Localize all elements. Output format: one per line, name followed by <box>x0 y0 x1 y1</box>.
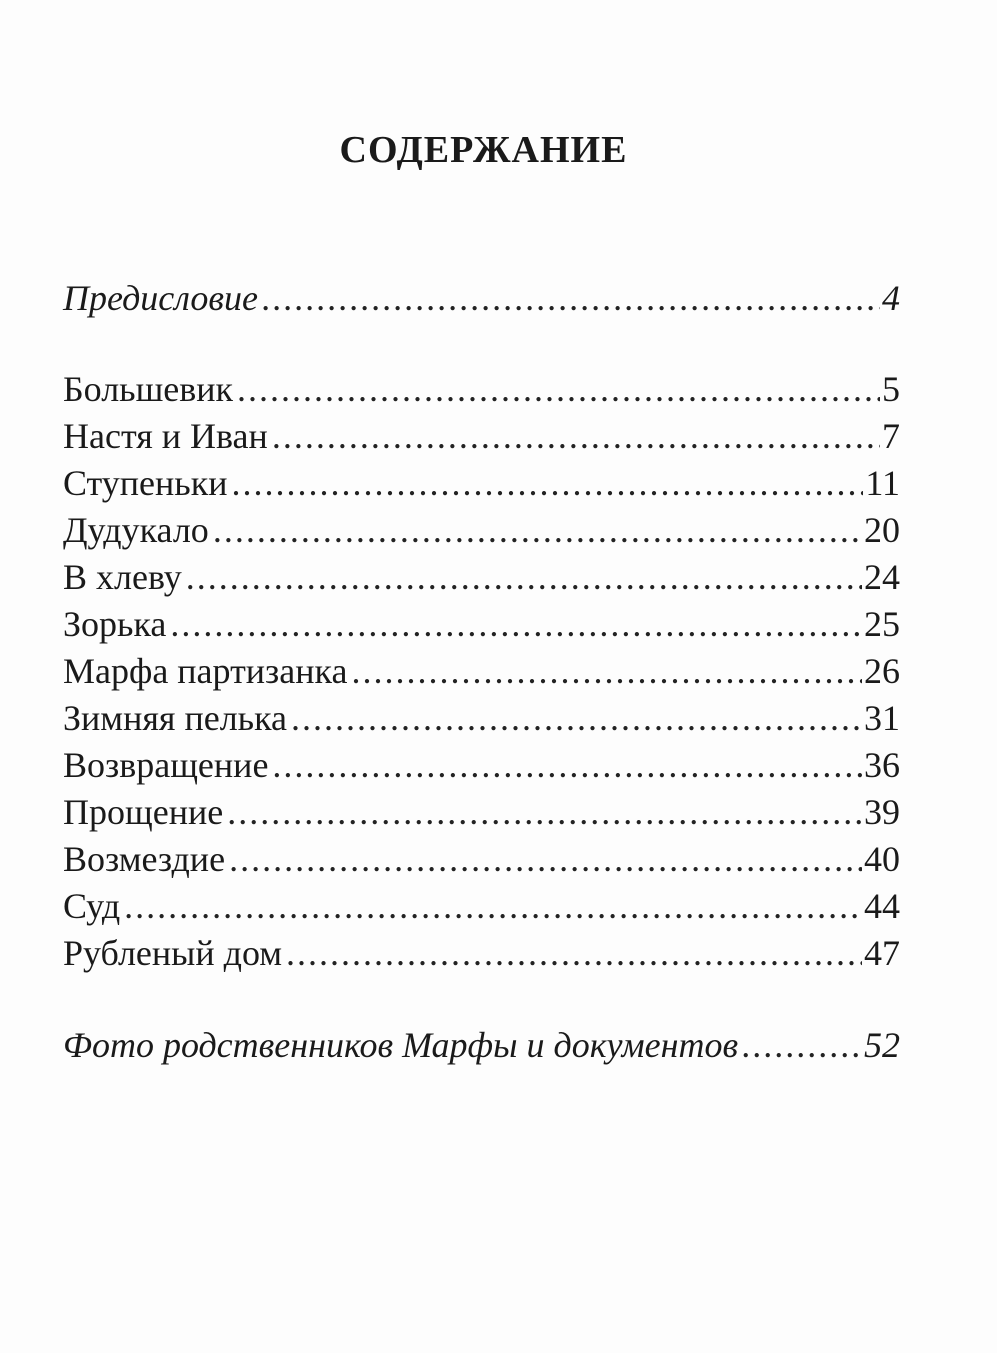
toc-entry-page: 11 <box>865 463 900 503</box>
toc-entry-page: 52 <box>864 1025 900 1065</box>
toc-entry <box>63 367 900 411</box>
dot-leader <box>170 602 862 646</box>
toc-entry-label: Большевик <box>63 369 234 409</box>
toc-entry-label: Возвращение <box>63 745 269 785</box>
toc-entry <box>63 696 900 740</box>
toc-entry <box>63 414 900 458</box>
dot-leader <box>237 367 880 411</box>
toc-entry-page: 24 <box>864 557 900 597</box>
toc-entry-page: 36 <box>864 745 900 785</box>
toc-entry-label: Суд <box>63 886 121 926</box>
toc-entry-label: Зорька <box>63 604 167 644</box>
toc-entry-appendix <box>63 1023 900 1067</box>
toc-entry-label: Ступеньки <box>63 463 228 503</box>
dot-leader <box>351 649 862 693</box>
toc-entry-label: Фото родственников Марфы и документов <box>63 1025 739 1065</box>
toc-entry-label: Возмездие <box>63 839 226 879</box>
dot-leader <box>262 276 880 320</box>
toc-entry-label: В хлеву <box>63 557 182 597</box>
toc-entry-label: Прощение <box>63 792 224 832</box>
toc-entry-page: 31 <box>864 698 900 738</box>
dot-leader <box>286 931 862 975</box>
toc-entry-label: Марфа партизанка <box>63 651 348 691</box>
toc-entry-label: Предисловие <box>63 278 259 318</box>
page-title: СОДЕРЖАНИЕ <box>339 129 628 171</box>
dot-leader <box>124 884 862 928</box>
dot-leader <box>227 790 862 834</box>
toc-entry <box>63 602 900 646</box>
toc-entry-preface <box>63 276 900 320</box>
toc-entry-page: 5 <box>882 369 900 409</box>
toc-entry <box>63 508 900 552</box>
toc-entry-page: 40 <box>864 839 900 879</box>
toc-entry-page: 25 <box>864 604 900 644</box>
toc-entry <box>63 837 900 881</box>
toc-entry <box>63 649 900 693</box>
toc-entry-page: 47 <box>864 933 900 973</box>
dot-leader <box>742 1023 862 1067</box>
toc-entry-label: Настя и Иван <box>63 416 268 456</box>
dot-leader <box>229 837 862 881</box>
toc-entry <box>63 931 900 975</box>
toc-entry <box>63 884 900 928</box>
toc-entry <box>63 555 900 599</box>
dot-leader <box>272 743 862 787</box>
toc-entry-page: 7 <box>882 416 900 456</box>
dot-leader <box>272 414 880 458</box>
toc-entry-page: 4 <box>882 278 900 318</box>
toc-entry-page: 39 <box>864 792 900 832</box>
toc-entry-label: Дудукало <box>63 510 209 550</box>
dot-leader <box>186 555 862 599</box>
toc-entry-label: Зимняя пелька <box>63 698 288 738</box>
dot-leader <box>231 461 863 505</box>
toc-entry <box>63 461 900 505</box>
toc-entry-page: 26 <box>864 651 900 691</box>
toc-entry-page: 20 <box>864 510 900 550</box>
dot-leader <box>291 696 862 740</box>
toc-entry-label: Рубленый дом <box>63 933 283 973</box>
dot-leader <box>213 508 862 552</box>
toc-entry <box>63 743 900 787</box>
toc-entry <box>63 790 900 834</box>
toc-entry-page: 44 <box>864 886 900 926</box>
